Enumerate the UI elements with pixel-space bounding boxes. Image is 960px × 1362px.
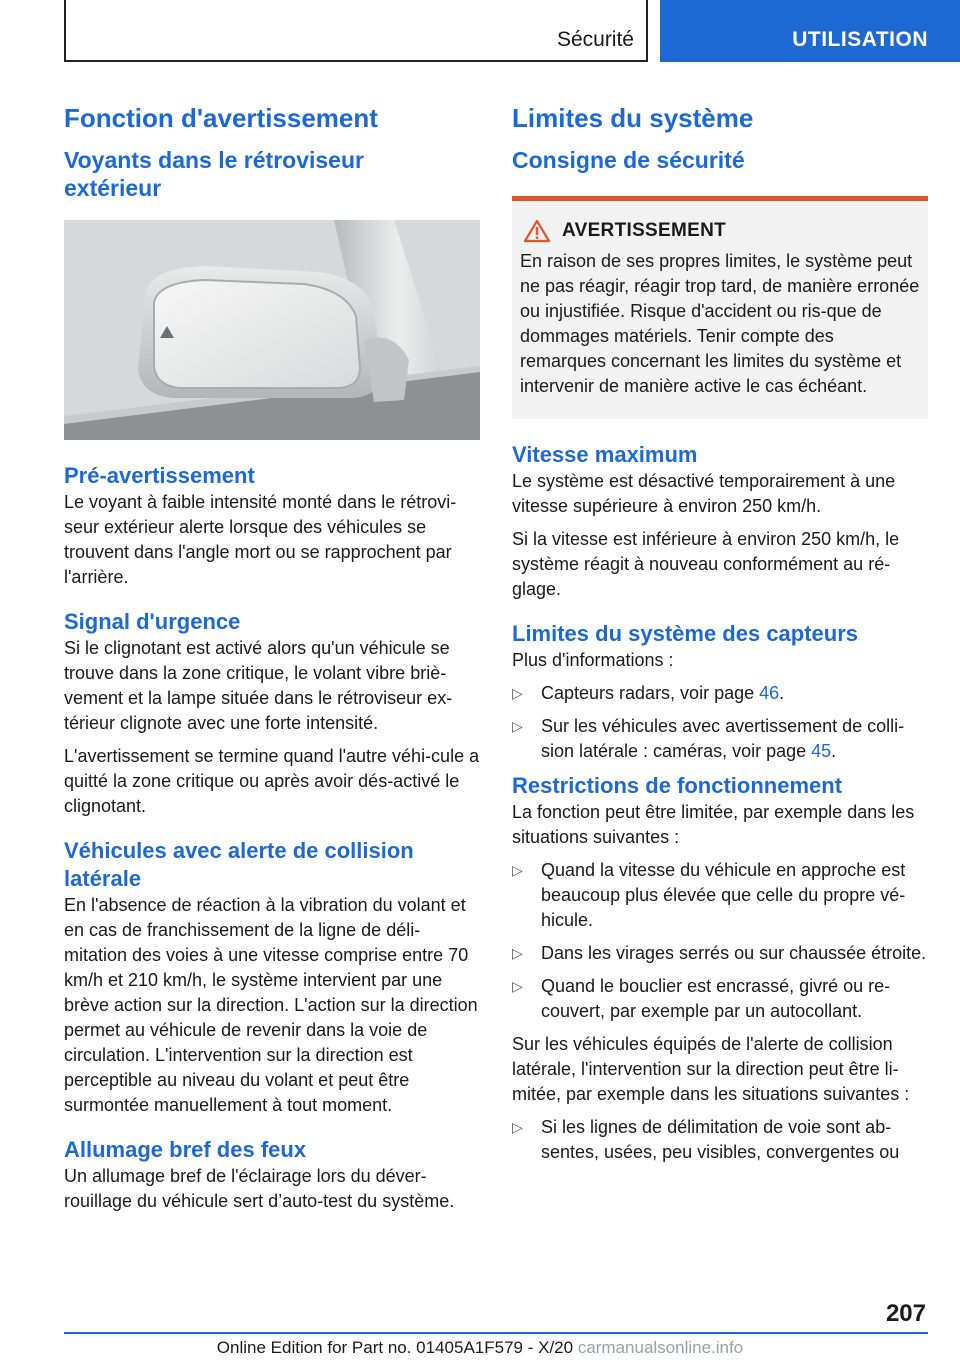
list-item: ▷ Quand la vitesse du véhicule en approche est beaucoup plus élevée que celle du propre vé-hicule. [512, 860, 906, 930]
capteurs-list [512, 681, 928, 764]
bullet-triangle-icon: ▷ [512, 945, 523, 961]
bullet-triangle-icon: ▷ [512, 862, 523, 878]
text-allumage-feux: Un allumage bref de l'éclairage lors du déver-rouillage du véhicule sert d’auto-test du système. [64, 1166, 455, 1211]
warning-title: AVERTISSEMENT [562, 220, 727, 241]
list-item: ▷ Si les lignes de délimitation de voie sont ab-sentes, usées, peu visibles, convergentes ou [512, 1117, 900, 1162]
list-item: ▷ Quand le bouclier est encrassé, givré ou re-couvert, par exemple par un autocollant. [512, 976, 891, 1021]
footer-divider [64, 1332, 928, 1334]
collision-list [512, 1115, 928, 1165]
warning-triangle-icon [524, 219, 550, 243]
list-item: ▷ Dans les virages serrés ou sur chaussée étroite. [512, 941, 928, 966]
chapter-tab-label: UTILISATION [792, 28, 928, 51]
page-footer [0, 1290, 960, 1362]
left-column [64, 100, 480, 1214]
page-link-46[interactable]: 46 [759, 683, 780, 703]
bullet-triangle-icon: ▷ [512, 718, 523, 734]
heading-limites-capteurs: Limites du système des capteurs [512, 621, 859, 646]
warning-box [512, 196, 928, 419]
text-signal-urgence-2: L'avertissement se termine quand l'autre véhi-cule a quitté la zone critique ou après avoir dés-activé le clignotant. [64, 746, 480, 816]
bullet-triangle-icon: ▷ [512, 1119, 523, 1135]
heading-signal-urgence: Signal d'urgence [64, 609, 241, 634]
watermark-text: carmanualsonline.info [577, 1338, 744, 1357]
heading-fonction-avertissement: Fonction d'avertissement [64, 103, 378, 133]
heading-pre-avertissement: Pré-avertissement [64, 463, 255, 488]
footer-edition [0, 1338, 960, 1358]
list-item: ▷ Capteurs radars, voir page 46. [512, 681, 928, 706]
text-vitesse-2: Si la vitesse est inférieure à environ 250 km/h, le système réagit à nouveau conformément au ré-glage. [512, 529, 900, 599]
section-tab [64, 0, 648, 62]
page-header [0, 0, 960, 66]
heading-collision-laterale: Véhicules avec alerte de collision latérale [64, 838, 414, 891]
mirror-photo [64, 220, 480, 440]
heading-vitesse-maximum: Vitesse maximum [512, 442, 698, 467]
text-collision-lat: Sur les véhicules équipés de l'alerte de collision latérale, l'intervention sur la direction peut être li-mitée, par exemple dans les situations suivantes : [512, 1034, 910, 1104]
right-column [512, 100, 928, 1173]
warning-text: En raison de ses propres limites, le système peut ne pas réagir, réagir trop tard, de manière erronée ou injustifiée. Risque d'accident ou ris-que de dommages matériels. Tenir compte des remarques concernant les limites du système et intervenir de manière active le cas échéant. [520, 251, 920, 396]
text-plus-informations: Plus d'informations : [512, 650, 674, 670]
heading-voyants-retroviseur: Voyants dans le rétroviseur extérieur [64, 147, 364, 201]
list-item: ▷ Sur les véhicules avec avertissement de colli-sion latérale : caméras, voir page 45. [512, 716, 905, 761]
section-tab-label: Sécurité [556, 28, 634, 51]
edition-text: Online Edition for Part no. 01405A1F579 - X/20 [216, 1338, 574, 1357]
text-restrictions: La fonction peut être limitée, par exemple dans les situations suivantes : [512, 802, 915, 847]
restrictions-list [512, 858, 928, 1024]
text-signal-urgence-1: Si le clignotant est activé alors qu'un véhicule se trouve dans la zone critique, le volant vibre briè-vement et la lampe située dans le rétroviseur ex-térieur clignote avec une forte intensité. [64, 638, 453, 733]
bullet-triangle-icon: ▷ [512, 685, 523, 701]
page-number: 207 [885, 1300, 926, 1327]
heading-limites-systeme: Limites du système [512, 103, 754, 133]
text-pre-avertissement: Le voyant à faible intensité monté dans le rétrovi-seur extérieur alerte lorsque des véhicules se trouvent dans l'angle mort ou se rapprochent par l'arrière. [64, 492, 457, 587]
heading-allumage-feux: Allumage bref des feux [64, 1137, 307, 1162]
mirror-illustration [64, 220, 480, 440]
bullet-triangle-icon: ▷ [512, 978, 523, 994]
text-collision-laterale: En l'absence de réaction à la vibration du volant et en cas de franchissement de la ligne de déli-mitation des voies à une vitesse comprise entre 70 km/h et 210 km/h, le système intervient par une brève action sur la direction. L'action sur la direction permet au véhicule de revenir dans la voie de circulation. L'intervention sur la direction est perceptible au niveau du volant et peut être surmontée manuellement à tout moment. [64, 895, 478, 1115]
chapter-tab [660, 0, 960, 62]
text-vitesse-1: Le système est désactivé temporairement à une vitesse supérieure à environ 250 km/h. [512, 471, 896, 516]
heading-consigne-securite: Consigne de sécurité [512, 147, 745, 173]
page-link-45[interactable]: 45 [811, 741, 832, 761]
heading-restrictions: Restrictions de fonctionnement [512, 773, 843, 798]
